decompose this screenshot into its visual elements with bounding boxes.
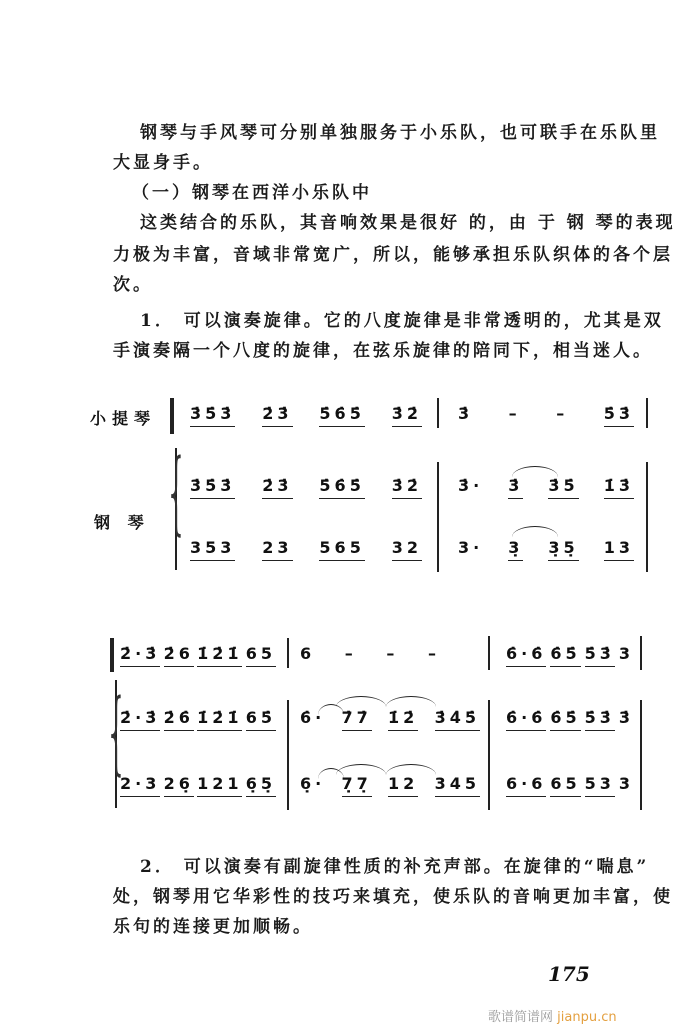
note-group: – — [386, 644, 399, 663]
note-group: – — [344, 644, 357, 663]
note-group: 2̇6̇ — [164, 708, 194, 731]
piano-upper-staff-2 — [0, 704, 690, 734]
note-group: 3̇2̇ — [392, 476, 422, 499]
note-group: 353 — [190, 538, 235, 561]
note-group: 3̇5̇3̇ — [190, 404, 235, 427]
note-group: 565 — [319, 538, 364, 561]
note-group: 65 — [246, 644, 276, 667]
paragraph-line: 手演奏隔一个八度的旋律，在弦乐旋律的陪同下，相当迷人。 — [113, 341, 653, 361]
note-group: 1̇2̇1̇ — [197, 708, 242, 731]
piano-lower-staff-1 — [0, 534, 690, 564]
note-group: 5̇3̇ — [585, 708, 615, 731]
note-group: – — [427, 644, 440, 663]
violin-staff-1 — [0, 400, 690, 430]
note-group: 3̇5̇3̇ — [190, 476, 235, 499]
note-group: 2·3 — [120, 774, 160, 797]
note-group: 345 — [435, 774, 480, 797]
note-group: 6 — [300, 644, 316, 663]
watermark-en: jianpu.cn — [557, 1010, 617, 1025]
paragraph-line: 这类结合的乐队，其音响效果是很好 的，由 于 钢 琴的表现 — [140, 213, 676, 233]
note-group: 6̇·6̇ — [506, 644, 546, 667]
paragraph-line: 1． 可以演奏旋律。它的八度旋律是非常透明的，尤其是双 — [140, 311, 664, 331]
note-group: 1̇2̇ — [388, 708, 418, 731]
note-group: 3̇5̇ — [548, 476, 578, 499]
note-group: 13 — [604, 538, 634, 561]
note-group: 32 — [392, 538, 422, 561]
note-group: 5̇3̇ — [585, 644, 615, 667]
note-group: 65̇ — [246, 708, 276, 731]
section-heading: （一）钢琴在西洋小乐队中 — [132, 183, 372, 203]
note-group: 3· — [458, 538, 484, 557]
note-group: 5̇3̇ — [604, 404, 634, 427]
note-group: 65 — [550, 774, 580, 797]
note-group: 2̇3̇ — [262, 476, 292, 499]
note-group: 6·6 — [506, 774, 546, 797]
paragraph-line: 2． 可以演奏有副旋律性质的补充声部。在旋律的“喘息” — [140, 857, 650, 877]
note-group: 2̇6 — [164, 644, 194, 667]
paragraph-line: 钢琴与手风琴可分别单独服务于小乐队，也可联手在乐队里 — [140, 123, 660, 143]
note-group: 6̇5̇ — [550, 708, 580, 731]
brace: { — [165, 440, 189, 545]
note-group: 3̇ — [508, 476, 523, 499]
note-group: 3̣ — [508, 538, 523, 561]
note-group: 1̇2̇1̇ — [197, 644, 242, 667]
paragraph-line: 力极为丰富，音域非常宽广，所以，能够承担乐队织体的各个层 — [113, 245, 673, 265]
note-group: 3̇· — [458, 476, 484, 495]
piano-lower-staff-2 — [0, 770, 690, 800]
note-group: 2̇3̇ — [262, 404, 292, 427]
watermark-cn: 歌谱简谱网 — [488, 1010, 554, 1025]
violin-staff-2 — [0, 640, 690, 670]
note-group: 2̇·3̇ — [120, 644, 160, 667]
note-group: 7̇7̇ — [342, 708, 372, 731]
page-number: 175 — [548, 962, 590, 986]
note-group: 3̇2̇ — [392, 404, 422, 427]
note-group: – — [556, 404, 569, 423]
note-group: 2̇·3̇ — [120, 708, 160, 731]
paragraph-line: 乐句的连接更加顺畅。 — [113, 917, 313, 937]
note-group: 3̇4̇5̇ — [435, 708, 480, 731]
note-group: 6̣5̣ — [246, 774, 276, 797]
note-group: 23 — [262, 538, 292, 561]
note-group: 121 — [197, 774, 242, 797]
brace: { — [105, 680, 129, 785]
piano-label: 钢 琴 — [94, 513, 150, 532]
note-group: 5̇6̇5̇ — [319, 476, 364, 499]
note-group: 26̣ — [164, 774, 194, 797]
note-group: 3̣5̣ — [548, 538, 578, 561]
note-group: 6̇· — [300, 708, 326, 727]
paragraph-line: 大显身手。 — [113, 153, 213, 173]
violin-label: 小提琴 — [90, 409, 157, 428]
note-group: 6̇·6̇ — [506, 708, 546, 731]
note-group: 5̇6̇5̇ — [319, 404, 364, 427]
note-group: 3̇ — [618, 708, 634, 727]
note-group: – — [508, 404, 521, 423]
watermark — [488, 1006, 617, 1025]
note-group: 3 — [618, 774, 634, 793]
note-group: 53 — [585, 774, 615, 797]
piano-upper-staff-1 — [0, 472, 690, 502]
note-group: 3̇ — [458, 404, 474, 423]
note-group: 3 — [618, 644, 634, 663]
note-group: 6̣· — [300, 774, 326, 793]
note-group: 6̇5̇ — [550, 644, 580, 667]
note-group: 12 — [388, 774, 418, 797]
paragraph-line: 次。 — [113, 275, 153, 295]
note-group: 7̣7̣ — [342, 774, 372, 797]
paragraph-line: 处，钢琴用它华彩性的技巧来填充，使乐队的音响更加丰富，使 — [113, 887, 673, 907]
note-group: 1̇3̇ — [604, 476, 634, 499]
